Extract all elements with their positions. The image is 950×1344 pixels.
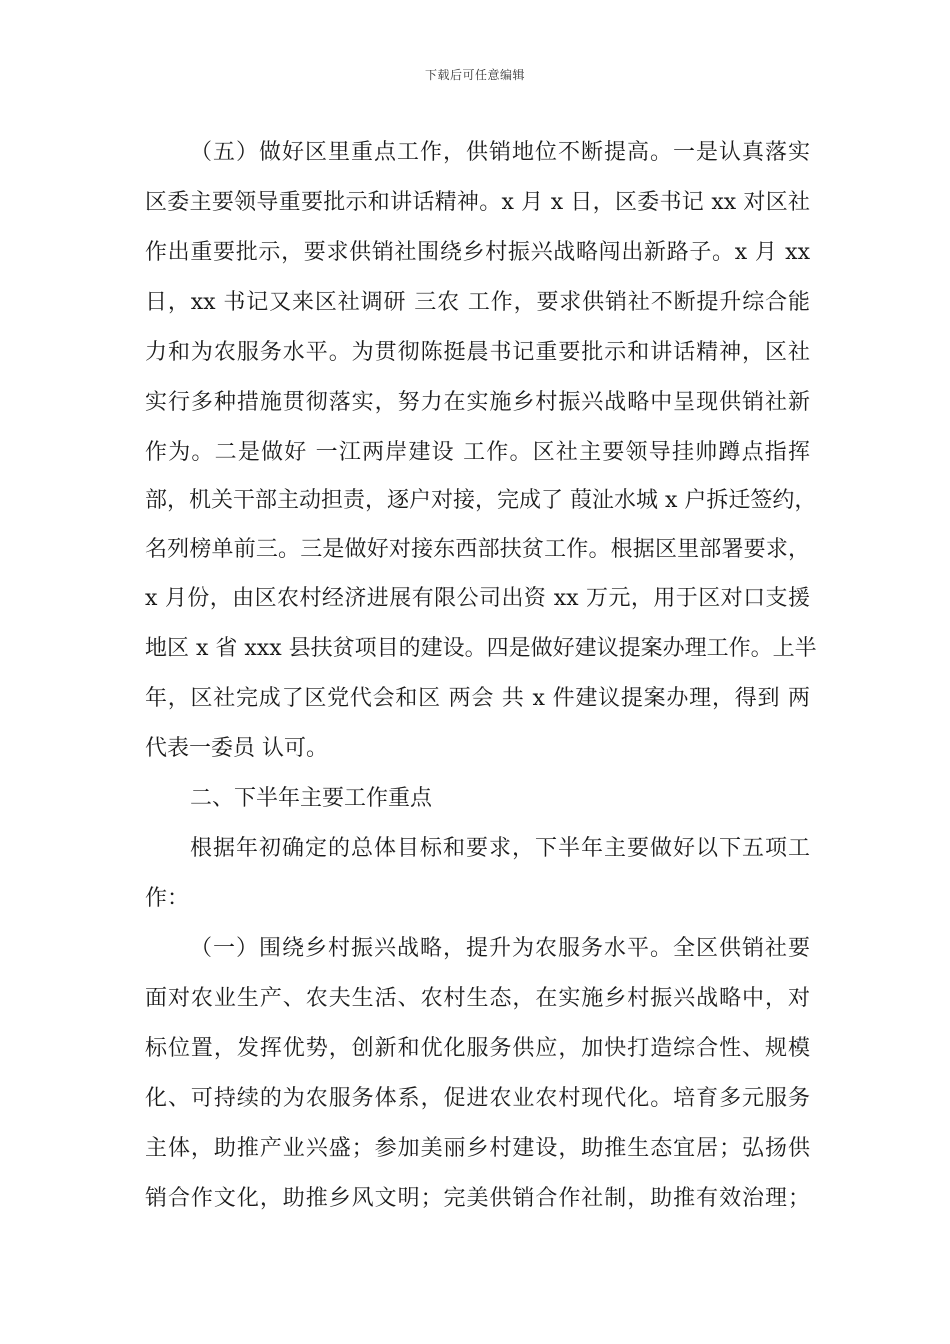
paragraph-1-line: 主体，助推产业兴盛；参加美丽乡村建设，助推生态宜居；弘扬供 bbox=[145, 1136, 810, 1161]
paragraph-5-line: 年，区社完成了区党代会和区 两会 共 x 件建议提案办理，得到 两 bbox=[145, 686, 810, 711]
paragraph-5-line: 作出重要批示，要求供销社围绕乡村振兴战略闯出新路子。x 月 xx bbox=[145, 240, 810, 265]
paragraph-1-line: 化、可持续的为农服务体系，促进农业农村现代化。培育多元服务 bbox=[145, 1086, 810, 1111]
paragraph-5-line: 地区 x 省 xxx 县扶贫项目的建设。四是做好建议提案办理工作。上半 bbox=[145, 636, 817, 661]
paragraph-1-line: 销合作文化，助推乡风文明；完美供销合作社制，助推有效治理； bbox=[145, 1186, 810, 1211]
intro-paragraph-line: 根据年初确定的总体目标和要求，下半年主要做好以下五项工 bbox=[190, 836, 810, 861]
paragraph-5-line: 实行多种措施贯彻落实，努力在实施乡村振兴战略中呈现供销社新 bbox=[145, 390, 810, 415]
paragraph-5-line: 代表一委员 认可。 bbox=[145, 736, 328, 761]
paragraph-5-line: x 月份，由区农村经济进展有限公司出资 xx 万元，用于区对口支援 bbox=[145, 586, 810, 611]
section-heading: 二、下半年主要工作重点 bbox=[190, 786, 433, 811]
intro-paragraph-line: 作： bbox=[145, 886, 190, 911]
paragraph-5-line: 日，xx 书记又来区社调研 三农 工作，要求供销社不断提升综合能 bbox=[145, 290, 810, 315]
paragraph-1-line: （一）围绕乡村振兴战略，提升为农服务水平。全区供销社要 bbox=[190, 936, 810, 961]
paragraph-5-line: 作为。二是做好 一江两岸建设 工作。区社主要领导挂帅蹲点指挥 bbox=[145, 440, 810, 465]
paragraph-5-line: 力和为农服务水平。为贯彻陈挺晨书记重要批示和讲话精神，区社 bbox=[145, 340, 810, 365]
paragraph-5-line: 名列榜单前三。三是做好对接东西部扶贫工作。根据区里部署要求， bbox=[145, 537, 810, 562]
paragraph-5-line: 区委主要领导重要批示和讲话精神。x 月 x 日，区委书记 xx 对区社 bbox=[145, 190, 810, 215]
page-header: 下载后可任意编辑 bbox=[424, 68, 525, 82]
paragraph-5-line: （五）做好区里重点工作，供销地位不断提高。一是认真落实 bbox=[190, 140, 810, 165]
paragraph-5-line: 部，机关干部主动担责，逐户对接，完成了 葭沚水城 x 户拆迁签约， bbox=[145, 488, 817, 513]
paragraph-1-line: 标位置，发挥优势，创新和优化服务供应，加快打造综合性、规模 bbox=[145, 1036, 810, 1061]
paragraph-1-line: 面对农业生产、农夫生活、农村生态，在实施乡村振兴战略中，对 bbox=[145, 986, 810, 1011]
